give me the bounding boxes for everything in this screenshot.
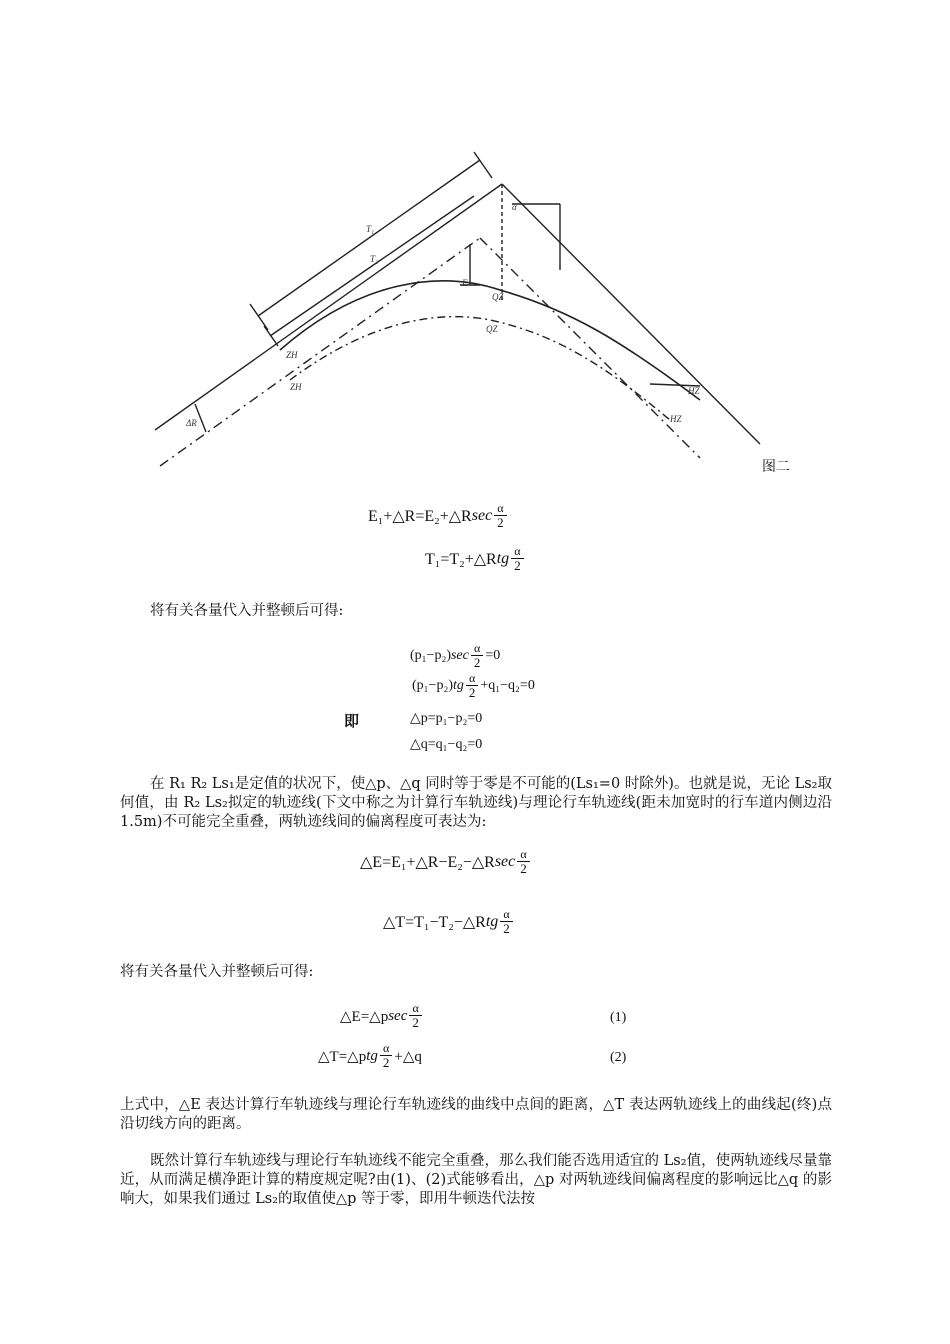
equation-de: △E=E₁+△R−E₂−△R sec $\frac{\alpha}{2}$ (360, 848, 532, 876)
label-zh1: ZH (286, 350, 298, 360)
equation-dt: △T=T₁−T₂−△R tg $\frac{\alpha}{2}$ (383, 908, 515, 936)
paragraph-1: 将有关各量代入并整顿后可得: (150, 603, 344, 619)
equation-d1: △E=△p sec $\frac{\alpha}{2}$ (340, 1002, 424, 1030)
label-qz2: QZ (486, 324, 498, 334)
paragraph-3: 将有关各量代入并整顿后可得: (120, 964, 314, 980)
equation-b3: △p=p₁−p₂=0 (410, 711, 483, 726)
label-zh2: ZH (290, 382, 302, 392)
paragraph-4: 上式中，△E 表达计算行车轨迹线与理论行车轨迹线的曲线中点间的距离，△T 表达两轨迹线上的曲线起(终)点沿切线方向的距离。 (120, 1097, 832, 1132)
label-alpha: α (512, 202, 517, 212)
equation-b4: △q=q₁−q₂=0 (410, 737, 483, 752)
paragraph-2: 在 R₁ R₂ Ls₁是定值的状况下，使△p、△q 同时等于零是不可能的(Ls₁=0 时除外)。也就是说，无论 Ls₂取何值，由 R₂ Ls₂拟定的轨迹线(下文中称之为计算行车轨迹线)与理论行车轨迹线(距未加宽时的行车道内侧边沿 1.5m)不可能完全重叠，两轨迹线间的偏离程度可表达为: (120, 776, 832, 830)
equation-b2: (p₁−p₂) tg $\frac{\alpha}{2}$ +q₁−q₂=0 (412, 671, 535, 700)
ji-label: 即 (344, 712, 360, 730)
equation-e1: E₁+△R=E₂+△R sec $\frac{\alpha}{2}$ (368, 502, 509, 530)
label-t1: T₁ (366, 224, 375, 234)
equation-b1: (p₁−p₂) sec $\frac{\alpha}{2}$ =0 (410, 641, 501, 670)
equation-number-1: (1) (610, 1010, 627, 1025)
label-hz1: HZ (688, 386, 700, 396)
equation-number-2: (2) (610, 1050, 627, 1065)
equation-d2: △T=△p tg $\frac{\alpha}{2}$ +△q (318, 1041, 422, 1070)
outer-tangent-left (155, 184, 502, 430)
label-qz1: QZ (492, 292, 504, 302)
outer-tangent-right (502, 184, 760, 444)
theoretical-curve (280, 281, 700, 400)
label-e: E (462, 278, 468, 288)
paragraph-5: 既然计算行车轨迹线与理论行车轨迹线不能完全重叠，那么我们能否选用适宜的 Ls₂值，使两轨迹线尽量靠近，从而满足横净距计算的精度规定呢?由(1)、(2)式能够看出，△p 对两轨迹线间偏离程度的影响远比△q 的影响大，如果我们通过 Ls₂的取值使△p 等于零，即用牛顿迭代法按 (120, 1153, 832, 1207)
figure-diagram (140, 140, 780, 480)
equation-t1: T₁=T₂+△R tg $\frac{\alpha}{2}$ (425, 545, 526, 573)
label-hz2: HZ (670, 414, 682, 424)
inner-tangent-right (480, 238, 700, 458)
label-t2: T₂ (370, 254, 379, 264)
figure-caption: 图二 (762, 459, 790, 475)
label-dr: ΔR (186, 418, 197, 428)
